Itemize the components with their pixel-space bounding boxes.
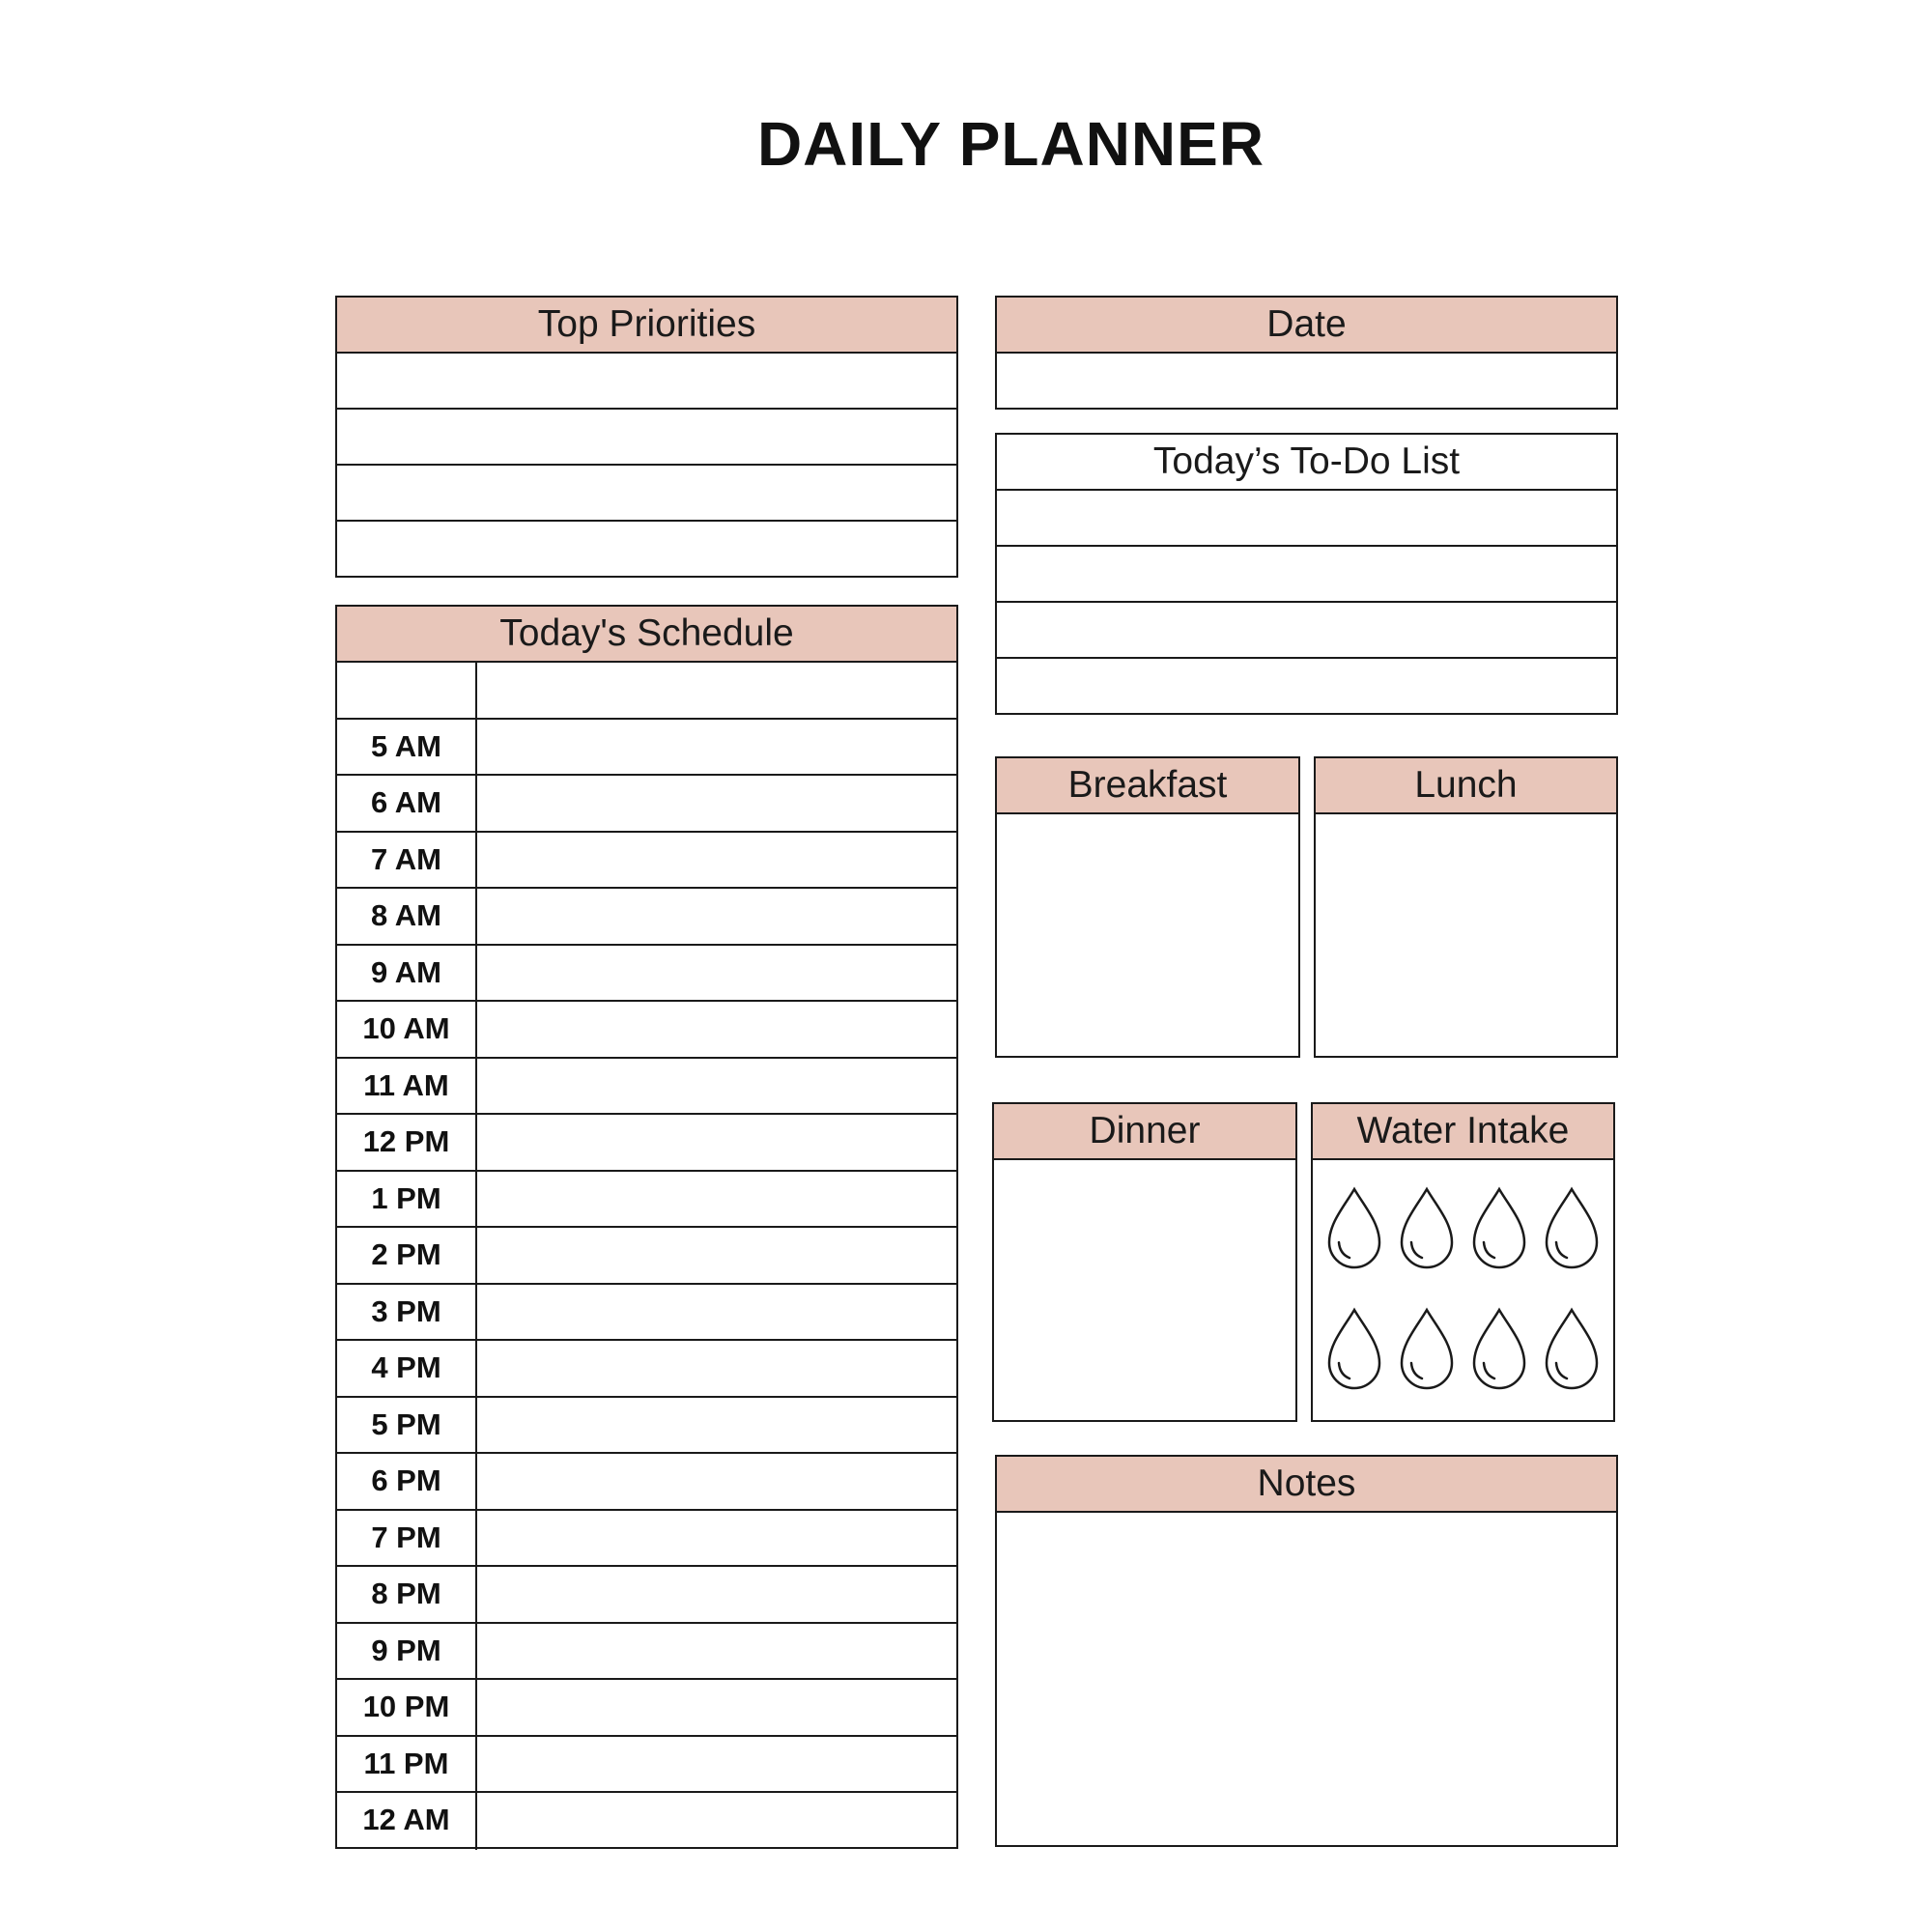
todo-box — [995, 433, 1618, 715]
schedule-slot[interactable] — [477, 1624, 956, 1679]
schedule-time: 4 PM — [337, 1341, 477, 1396]
priority-line[interactable] — [337, 410, 956, 466]
schedule-slot[interactable] — [477, 720, 956, 775]
schedule-time: 10 PM — [337, 1680, 477, 1735]
schedule-time: 11 AM — [337, 1059, 477, 1114]
water-drop-icon[interactable] — [1535, 1168, 1607, 1289]
schedule-row — [337, 1680, 956, 1737]
schedule-row — [337, 1059, 956, 1116]
priority-line[interactable] — [337, 354, 956, 410]
schedule-row — [337, 1285, 956, 1342]
schedule-time: 2 PM — [337, 1228, 477, 1283]
lunch-area[interactable] — [1316, 814, 1616, 1056]
schedule-row — [337, 1228, 956, 1285]
schedule-time: 11 PM — [337, 1737, 477, 1792]
schedule-slot[interactable] — [477, 1737, 956, 1792]
schedule-row — [337, 1398, 956, 1455]
todo-heading: Today’s To-Do List — [997, 435, 1616, 491]
schedule-slot[interactable] — [477, 663, 956, 718]
date-field[interactable] — [997, 354, 1616, 408]
schedule-row — [337, 1624, 956, 1681]
schedule-time: 7 PM — [337, 1511, 477, 1566]
schedule-row — [337, 1793, 956, 1850]
notes-box — [995, 1455, 1618, 1847]
schedule-slot[interactable] — [477, 1511, 956, 1566]
schedule-slot[interactable] — [477, 1002, 956, 1057]
schedule-time: 6 AM — [337, 776, 477, 831]
lunch-box — [1314, 756, 1618, 1058]
schedule-row — [337, 1341, 956, 1398]
schedule-row — [337, 946, 956, 1003]
breakfast-heading: Breakfast — [997, 758, 1298, 814]
schedule-time: 7 AM — [337, 833, 477, 888]
schedule-slot[interactable] — [477, 1793, 956, 1850]
water-drop-icon[interactable] — [1463, 1289, 1536, 1409]
dinner-area[interactable] — [994, 1160, 1295, 1420]
water-drop-icon[interactable] — [1319, 1168, 1391, 1289]
water-intake-heading: Water Intake — [1313, 1104, 1613, 1160]
schedule-time: 8 PM — [337, 1567, 477, 1622]
schedule-slot[interactable] — [477, 776, 956, 831]
schedule-slot[interactable] — [477, 946, 956, 1001]
schedule-slot[interactable] — [477, 1228, 956, 1283]
schedule-slot[interactable] — [477, 1172, 956, 1227]
schedule-slot[interactable] — [477, 1454, 956, 1509]
priority-line[interactable] — [337, 522, 956, 578]
water-drop-icon[interactable] — [1463, 1168, 1536, 1289]
schedule-slot[interactable] — [477, 1680, 956, 1735]
schedule-slot[interactable] — [477, 1059, 956, 1114]
todo-line[interactable] — [997, 547, 1616, 603]
schedule-slot[interactable] — [477, 889, 956, 944]
schedule-time: 5 PM — [337, 1398, 477, 1453]
date-heading: Date — [997, 298, 1616, 354]
schedule-row — [337, 1002, 956, 1059]
schedule-row — [337, 1172, 956, 1229]
schedule-box — [335, 605, 958, 1849]
todo-line[interactable] — [997, 659, 1616, 715]
schedule-slot[interactable] — [477, 1398, 956, 1453]
schedule-row — [337, 833, 956, 890]
schedule-time: 9 AM — [337, 946, 477, 1001]
top-priorities-heading: Top Priorities — [337, 298, 956, 354]
schedule-row — [337, 1567, 956, 1624]
schedule-row — [337, 663, 956, 720]
schedule-time: 10 AM — [337, 1002, 477, 1057]
dinner-heading: Dinner — [994, 1104, 1295, 1160]
schedule-row — [337, 889, 956, 946]
schedule-time: 9 PM — [337, 1624, 477, 1679]
notes-area[interactable] — [997, 1513, 1616, 1845]
breakfast-box — [995, 756, 1300, 1058]
schedule-time: 8 AM — [337, 889, 477, 944]
date-box — [995, 296, 1618, 410]
schedule-time — [337, 663, 477, 718]
schedule-row — [337, 776, 956, 833]
schedule-slot[interactable] — [477, 1285, 956, 1340]
schedule-time: 6 PM — [337, 1454, 477, 1509]
schedule-row — [337, 1454, 956, 1511]
schedule-time: 1 PM — [337, 1172, 477, 1227]
water-drop-icon[interactable] — [1391, 1168, 1463, 1289]
schedule-row — [337, 1737, 956, 1794]
schedule-slot[interactable] — [477, 833, 956, 888]
todo-line[interactable] — [997, 603, 1616, 659]
schedule-slot[interactable] — [477, 1115, 956, 1170]
top-priorities-box — [335, 296, 958, 578]
lunch-heading: Lunch — [1316, 758, 1616, 814]
schedule-heading: Today's Schedule — [337, 607, 956, 663]
water-drop-icon[interactable] — [1319, 1289, 1391, 1409]
schedule-row — [337, 720, 956, 777]
priority-line[interactable] — [337, 466, 956, 522]
schedule-row — [337, 1511, 956, 1568]
schedule-row — [337, 1115, 956, 1172]
water-drop-icon[interactable] — [1535, 1289, 1607, 1409]
water-intake-box — [1311, 1102, 1615, 1422]
schedule-time: 3 PM — [337, 1285, 477, 1340]
schedule-slot[interactable] — [477, 1567, 956, 1622]
notes-heading: Notes — [997, 1457, 1616, 1513]
dinner-box — [992, 1102, 1297, 1422]
schedule-slot[interactable] — [477, 1341, 956, 1396]
water-drop-icon[interactable] — [1391, 1289, 1463, 1409]
schedule-time: 12 PM — [337, 1115, 477, 1170]
breakfast-area[interactable] — [997, 814, 1298, 1056]
page-title: DAILY PLANNER — [756, 109, 1265, 179]
todo-line[interactable] — [997, 491, 1616, 547]
schedule-time: 5 AM — [337, 720, 477, 775]
schedule-time: 12 AM — [337, 1793, 477, 1850]
